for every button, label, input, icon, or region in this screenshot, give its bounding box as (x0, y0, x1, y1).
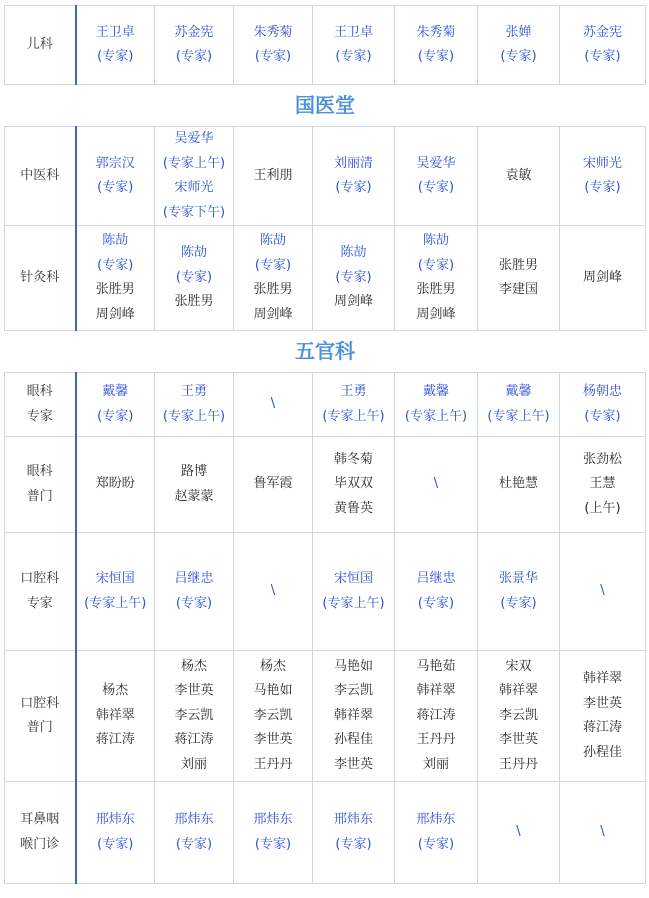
doctor-name: 吕继忠 (416, 571, 456, 586)
schedule-table (4, 5, 646, 884)
doctor-name: 刘丽清 (333, 155, 373, 171)
department-label: 耳鼻咽 (20, 812, 60, 827)
doctor-name: 蒋江涛 (95, 732, 135, 748)
doctor-name: 杨杰 (180, 658, 207, 674)
schedule-cell (560, 6, 646, 85)
doctor-note: (专家) (417, 836, 455, 852)
doctor-name: 王勇 (180, 384, 207, 399)
doctor-name: 张景华 (498, 571, 538, 586)
doctor-name: 陈劼 (340, 245, 367, 261)
doctor-name: 邢炜东 (95, 812, 135, 827)
doctor-name: 韩祥翠 (95, 707, 135, 723)
department-row (5, 373, 646, 437)
doctor-name: 杜艳慧 (498, 476, 538, 492)
no-clinic-mark: \ (270, 583, 276, 599)
doctor-note: (专家上午) (487, 408, 550, 424)
doctor-name: 苏金宪 (582, 24, 622, 40)
doctor-name: 吴爱华 (174, 131, 214, 146)
section-header-row (5, 331, 646, 373)
schedule-cell (395, 127, 478, 226)
doctor-note: (专家) (584, 408, 621, 424)
schedule-cell (234, 6, 313, 85)
schedule-cell (234, 533, 313, 651)
department-cell (5, 651, 76, 782)
schedule-cell (395, 533, 478, 651)
department-row (5, 651, 646, 782)
schedule-cell (234, 373, 313, 437)
section-header-row (5, 85, 646, 127)
schedule-cell (395, 6, 478, 85)
doctor-name: 袁敏 (505, 167, 532, 183)
doctor-note: (专家) (97, 408, 134, 424)
doctor-name: 韩冬菊 (333, 451, 373, 467)
doctor-name: 王利朋 (253, 167, 293, 183)
doctor-name: 宋双 (505, 658, 532, 674)
section-title: 五官科 (295, 339, 355, 363)
doctor-name: 陈劼 (259, 233, 286, 248)
schedule-cell (76, 6, 155, 85)
schedule-cell (76, 782, 155, 884)
doctor-name: 李世英 (498, 732, 538, 748)
doctor-note: (专家) (417, 49, 455, 64)
no-clinic-mark: \ (270, 396, 276, 412)
schedule-cell (155, 651, 234, 782)
schedule-cell (76, 127, 155, 226)
schedule-cell (234, 782, 313, 884)
department-label: 眼科 (26, 384, 53, 399)
doctor-name: 周剑峰 (582, 269, 622, 285)
doctor-note: (专家) (500, 595, 537, 611)
schedule-cell (395, 437, 478, 533)
doctor-name: 孙程佳 (582, 744, 622, 760)
section-header-cell (5, 331, 646, 373)
schedule-cell (560, 437, 646, 533)
doctor-note: (专家) (254, 836, 292, 852)
schedule-cell (313, 533, 395, 651)
schedule-cell (478, 127, 560, 226)
doctor-name: 杨杰 (102, 683, 129, 699)
schedule-cell (478, 6, 560, 85)
schedule-cell (313, 782, 395, 884)
schedule-cell (313, 651, 395, 782)
doctor-name: 李世英 (253, 732, 293, 748)
department-row (5, 437, 646, 533)
doctor-name: 李世英 (333, 756, 373, 772)
doctor-name: 韩祥翠 (333, 707, 373, 723)
doctor-note: (专家) (417, 595, 455, 611)
doctor-note: (专家) (335, 49, 372, 64)
doctor-name: 鲁军霞 (253, 476, 293, 492)
schedule-cell (76, 226, 155, 331)
department-label: 普门 (26, 720, 53, 735)
no-clinic-mark: \ (516, 824, 521, 840)
doctor-name: 张胜男 (253, 282, 293, 297)
no-clinic-mark: \ (433, 476, 439, 492)
no-clinic-mark: \ (600, 583, 605, 599)
schedule-cell (560, 651, 646, 782)
doctor-note: (专家) (500, 49, 537, 64)
doctor-name: 刘丽 (180, 756, 207, 772)
doctor-note: (专家) (254, 49, 292, 64)
department-label: 专家 (26, 408, 53, 424)
doctor-name: 王卫卓 (95, 24, 135, 40)
doctor-name: 周剑峰 (253, 306, 293, 322)
doctor-name: 马艳如 (333, 658, 373, 674)
doctor-name: 周剑峰 (416, 306, 456, 322)
department-row (5, 226, 646, 331)
doctor-name: 王丹丹 (498, 756, 538, 772)
schedule-cell (155, 6, 234, 85)
doctor-note: (专家) (417, 180, 455, 195)
schedule-cell (155, 226, 234, 331)
schedule-cell (395, 373, 478, 437)
department-label: 专家 (26, 595, 53, 611)
doctor-name: 朱秀菊 (253, 24, 293, 40)
schedule-cell (313, 127, 395, 226)
doctor-note: (专家上午) (162, 408, 226, 424)
schedule-cell (155, 127, 234, 226)
doctor-note: (专家) (175, 836, 213, 852)
schedule-cell (478, 533, 560, 651)
schedule-cell (76, 651, 155, 782)
schedule-cell (560, 782, 646, 884)
schedule-cell (234, 651, 313, 782)
department-label: 眼科 (26, 464, 53, 479)
doctor-name: 宋师光 (174, 180, 214, 195)
doctor-name: 戴馨 (505, 384, 532, 399)
schedule-cell (234, 437, 313, 533)
doctor-name: 张劲松 (582, 451, 622, 467)
doctor-note: (专家上午) (162, 155, 226, 171)
department-label: 针灸科 (20, 269, 60, 285)
doctor-note: (专家) (175, 595, 213, 611)
doctor-name: 刘丽 (422, 756, 449, 772)
schedule-cell (395, 782, 478, 884)
department-label: 儿科 (26, 36, 53, 52)
doctor-name: 毕双双 (333, 476, 373, 492)
doctor-name: 张婵 (505, 24, 532, 40)
doctor-note: (专家) (97, 257, 134, 273)
doctor-note: (专家) (584, 180, 621, 195)
doctor-note: (专家上午) (84, 595, 147, 611)
doctor-note: (专家) (335, 269, 372, 285)
schedule-cell (313, 373, 395, 437)
schedule-cell (560, 226, 646, 331)
doctor-name: 李云凯 (253, 707, 293, 723)
department-label: 口腔科 (20, 695, 60, 711)
department-cell (5, 533, 76, 651)
doctor-name: 王丹丹 (253, 756, 293, 772)
doctor-name: 陈劼 (180, 245, 207, 261)
doctor-name: 赵蒙蒙 (174, 488, 214, 504)
doctor-name: 吴爱华 (416, 155, 456, 171)
doctor-note: (专家) (417, 257, 455, 273)
schedule-cell (313, 437, 395, 533)
doctor-note: (专家上午) (322, 408, 385, 424)
doctor-note: (专家) (175, 269, 213, 285)
doctor-name: 蒋江涛 (582, 720, 622, 735)
schedule-cell (155, 533, 234, 651)
doctor-note: (专家上午) (322, 595, 385, 611)
schedule-body (5, 6, 646, 884)
department-cell (5, 226, 76, 331)
doctor-name: 黄鲁英 (333, 500, 373, 516)
doctor-name: 周剑峰 (333, 294, 373, 310)
schedule-cell (478, 651, 560, 782)
doctor-name: 韩祥翠 (498, 683, 538, 699)
doctor-name: 邢炜东 (253, 812, 293, 827)
doctor-note: (专家) (584, 49, 621, 64)
doctor-note: (专家) (97, 180, 134, 195)
doctor-name: 马艳如 (253, 683, 293, 699)
doctor-name: 邢炜东 (416, 812, 456, 827)
doctor-name: 李云凯 (174, 707, 214, 723)
no-clinic-mark: \ (600, 824, 605, 840)
schedule-cell (478, 226, 560, 331)
doctor-name: 韩祥翠 (416, 683, 456, 699)
department-cell (5, 6, 76, 85)
schedule-cell (313, 6, 395, 85)
department-cell (5, 437, 76, 533)
doctor-note: (专家) (97, 836, 134, 852)
department-cell (5, 782, 76, 884)
schedule-cell (234, 127, 313, 226)
doctor-name: 郑盼盼 (95, 476, 135, 492)
schedule-cell (560, 127, 646, 226)
department-label: 普门 (26, 488, 53, 504)
doctor-note: (专家) (175, 49, 213, 64)
doctor-name: 韩祥翠 (582, 671, 622, 686)
doctor-name: 宋恒国 (95, 571, 135, 586)
doctor-name: 宋师光 (582, 155, 622, 171)
section-header-cell (5, 85, 646, 127)
doctor-note: (专家) (335, 180, 372, 195)
doctor-name: 戴馨 (102, 384, 129, 399)
doctor-name: 李云凯 (333, 683, 373, 699)
doctor-name: 张胜男 (174, 294, 214, 310)
schedule-cell (478, 782, 560, 884)
schedule-cell (395, 226, 478, 331)
doctor-name: 李世英 (582, 695, 622, 711)
doctor-name: 李世英 (174, 683, 214, 699)
schedule-cell (155, 782, 234, 884)
doctor-name: 路博 (180, 464, 207, 479)
doctor-note: (专家) (335, 836, 372, 852)
schedule-cell (313, 226, 395, 331)
doctor-name: 蒋江涛 (174, 732, 214, 748)
department-row (5, 533, 646, 651)
doctor-name: 吕继忠 (174, 571, 214, 586)
doctor-name: 周剑峰 (95, 306, 135, 322)
doctor-name: 陈劼 (102, 233, 129, 248)
doctor-note: (专家) (97, 49, 134, 64)
department-row (5, 6, 646, 85)
doctor-name: 朱秀菊 (416, 24, 456, 40)
department-cell (5, 373, 76, 437)
doctor-name: 王勇 (340, 384, 367, 399)
doctor-name: 陈劼 (422, 233, 449, 248)
doctor-note: (专家) (254, 257, 292, 273)
schedule-cell (478, 437, 560, 533)
doctor-name: 孙程佳 (333, 732, 373, 748)
doctor-name: 张胜男 (95, 282, 135, 297)
schedule-cell (560, 533, 646, 651)
doctor-name: 李建国 (498, 282, 538, 297)
doctor-name: 宋恒国 (333, 571, 373, 586)
doctor-name: 王慧 (589, 476, 616, 492)
schedule-cell (76, 437, 155, 533)
section-title: 国医堂 (295, 93, 355, 117)
schedule-cell (395, 651, 478, 782)
schedule-cell (560, 373, 646, 437)
doctor-name: 王丹丹 (416, 732, 456, 748)
department-cell (5, 127, 76, 226)
schedule-cell (155, 437, 234, 533)
schedule-cell (155, 373, 234, 437)
doctor-name: 郭宗汉 (95, 155, 135, 171)
doctor-name: 王卫卓 (333, 24, 373, 40)
schedule-cell (76, 373, 155, 437)
schedule-cell (234, 226, 313, 331)
department-row (5, 782, 646, 884)
doctor-name: 杨杰 (259, 658, 286, 674)
doctor-name: 戴馨 (422, 384, 449, 399)
doctor-name: 杨朝忠 (582, 384, 622, 399)
doctor-name: 马艳茹 (416, 658, 456, 674)
doctor-name: 邢炜东 (333, 812, 373, 827)
schedule-cell (478, 373, 560, 437)
doctor-name: 蒋江涛 (416, 707, 456, 723)
department-row (5, 127, 646, 226)
doctor-name: 李云凯 (498, 707, 538, 723)
doctor-name: 张胜男 (416, 282, 456, 297)
doctor-name: 邢炜东 (174, 812, 214, 827)
doctor-note: (专家下午) (162, 204, 226, 220)
department-label: 喉门诊 (20, 836, 60, 852)
doctor-note: (上午) (584, 500, 621, 516)
doctor-note: (专家上午) (404, 408, 468, 424)
doctor-name: 苏金宪 (174, 24, 214, 40)
doctor-name: 张胜男 (498, 257, 538, 273)
schedule-cell (76, 533, 155, 651)
department-label: 口腔科 (20, 571, 60, 586)
department-label: 中医科 (20, 167, 60, 183)
